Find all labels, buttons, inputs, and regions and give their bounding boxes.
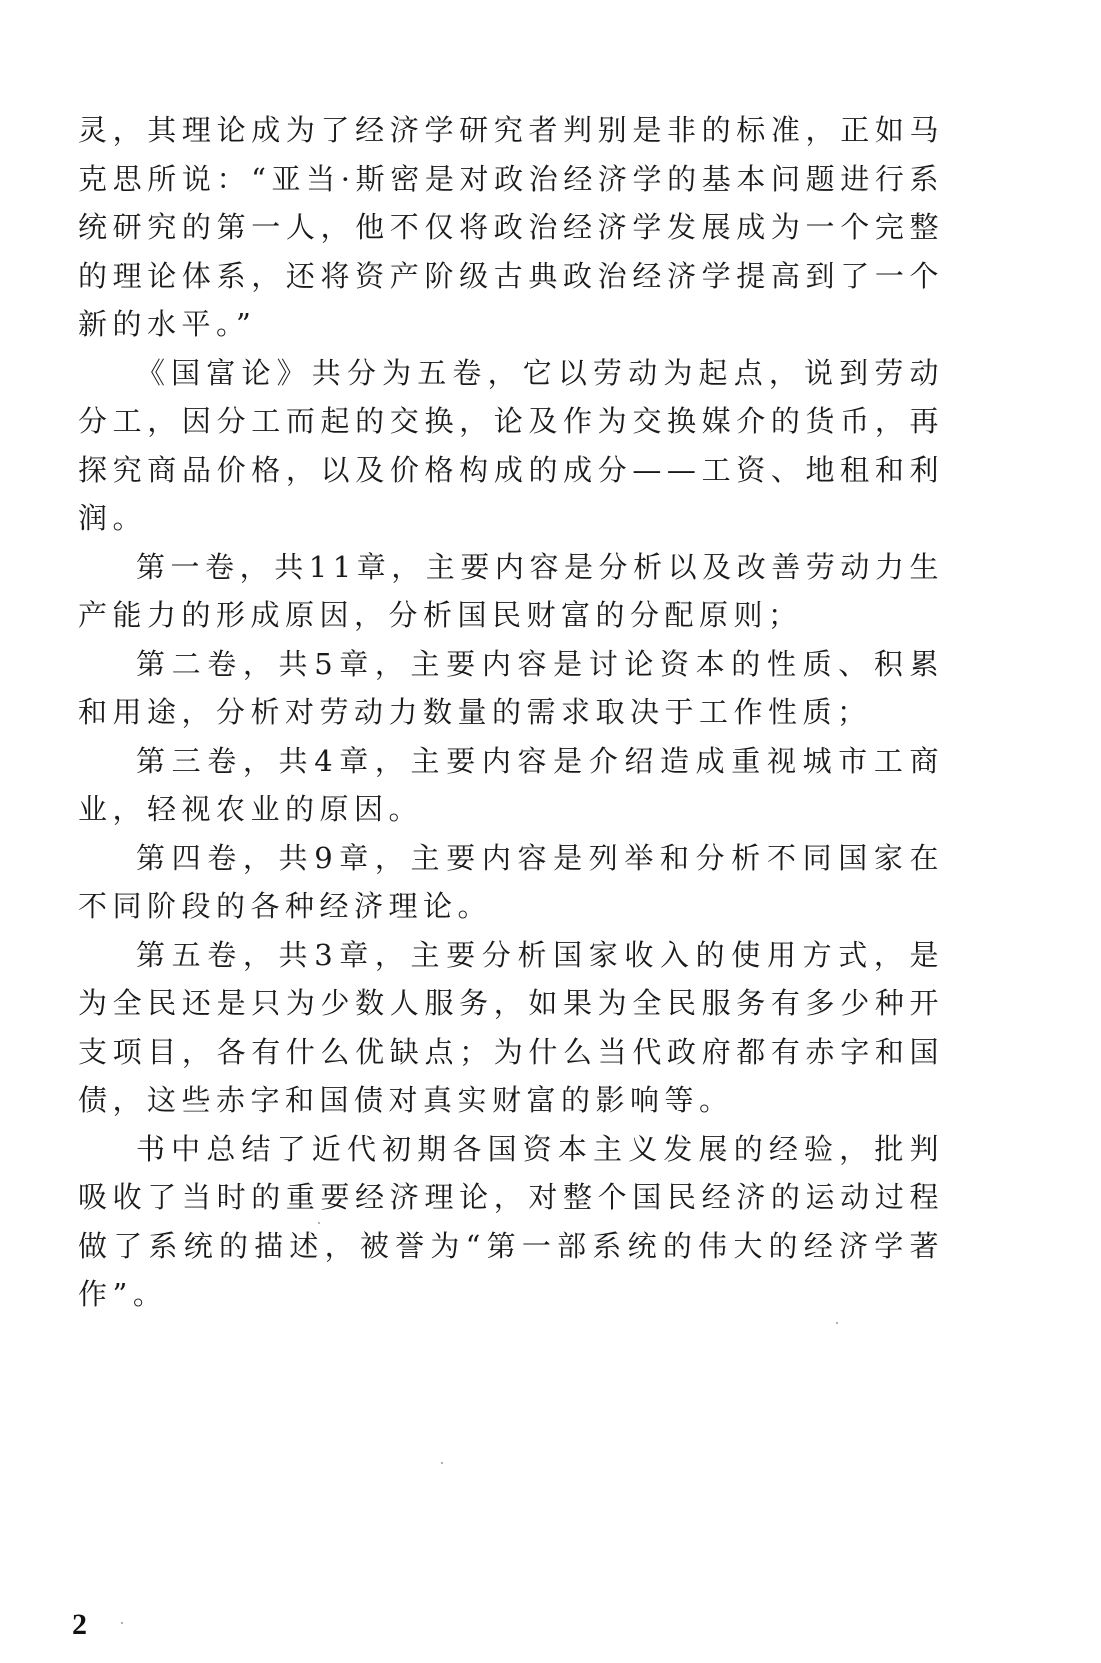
paragraph-6: 第四卷，共9章，主要内容是列举和分析不同国家在不同阶段的各种经济理论。 bbox=[78, 840, 944, 923]
paragraph-3: 第一卷，共11章，主要内容是分析以及改善劳动力生产能力的形成原因，分析国民财富的分配原则； bbox=[78, 549, 944, 632]
body-text bbox=[78, 106, 944, 1319]
paragraph-2: 《国富论》共分为五卷，它以劳动为起点，说到劳动分工，因分工而起的交换，论及作为交换媒介的货币，再探究商品价格，以及价格构成的成分——工资、地租和利润。 bbox=[78, 355, 944, 535]
scan-speck bbox=[318, 1222, 320, 1224]
page-number: 2 bbox=[72, 1608, 87, 1641]
paragraph-8: 书中总结了近代初期各国资本主义发展的经验，批判吸收了当时的重要经济理论，对整个国民经济的运动过程做了系统的描述，被誉为“第一部系统的伟大的经济学著作”。 bbox=[78, 1131, 944, 1311]
scan-speck bbox=[441, 1462, 443, 1464]
paragraph-7: 第五卷，共3章，主要分析国家收入的使用方式，是为全民还是只为少数人服务，如果为全民服务有多少种开支项目，各有什么优缺点；为什么当代政府都有赤字和国债，这些赤字和国债对真实财富的影响等。 bbox=[78, 937, 944, 1117]
scan-speck bbox=[836, 1322, 838, 1324]
paragraph-4: 第二卷，共5章，主要内容是讨论资本的性质、积累和用途，分析对劳动力数量的需求取决于工作性质； bbox=[78, 646, 944, 729]
paragraph-5: 第三卷，共4章，主要内容是介绍造成重视城市工商业，轻视农业的原因。 bbox=[78, 743, 944, 826]
scan-speck bbox=[121, 1622, 123, 1624]
paragraph-1: 灵，其理论成为了经济学研究者判别是非的标准，正如马克思所说：“亚当·斯密是对政治经济学的基本问题进行系统研究的第一人，他不仅将政治经济学发展成为一个完整的理论体系，还将资产阶级古典政治经济学提高到了一个新的水平。” bbox=[78, 113, 944, 341]
